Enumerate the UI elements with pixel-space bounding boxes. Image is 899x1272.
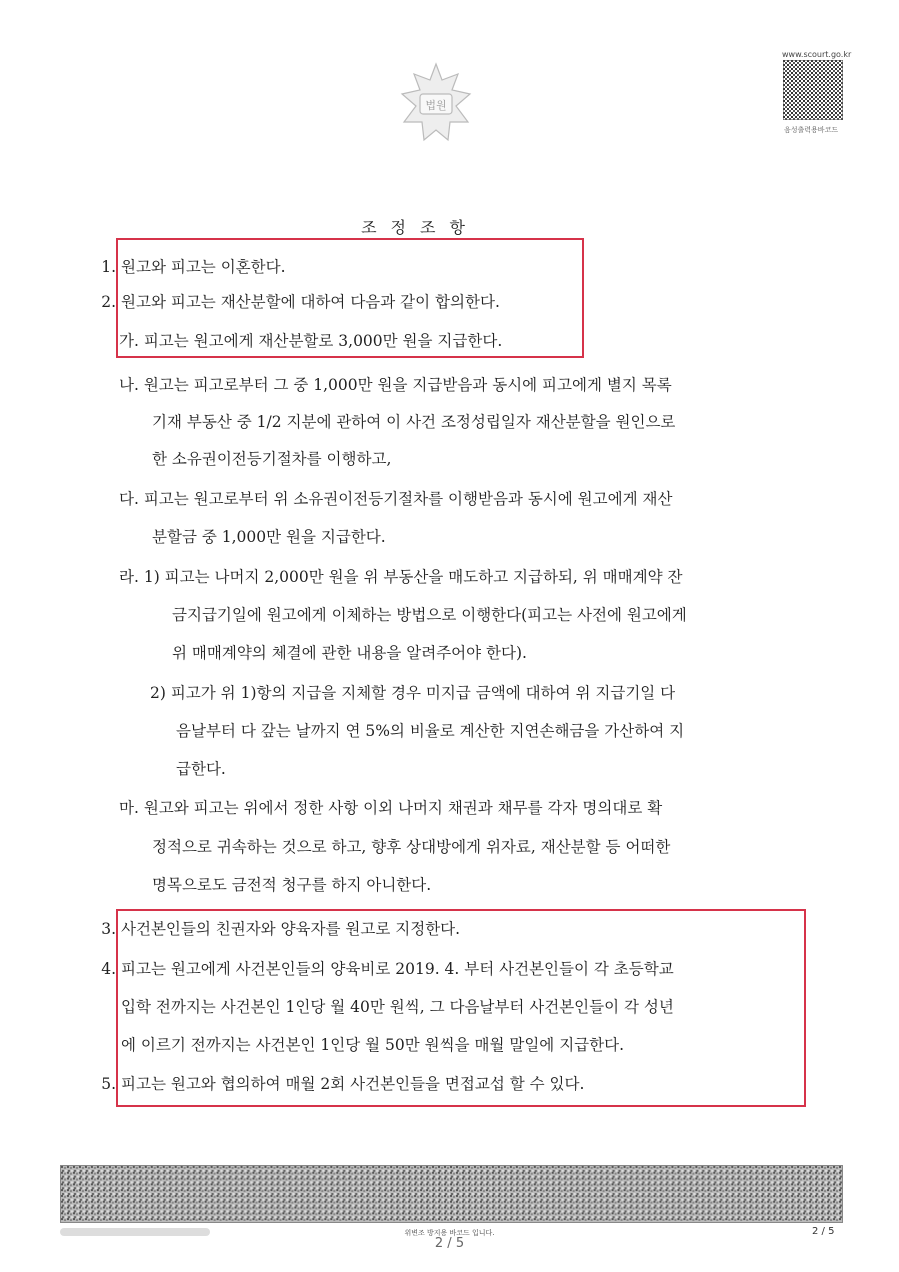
anti-forgery-barcode-icon — [60, 1165, 843, 1223]
item-text: 2) 피고가 위 1)항의 지급을 지체할 경우 미지급 금액에 대하여 위 지급기일 다 — [150, 684, 676, 702]
item-number: 1. — [101, 258, 116, 276]
item-number: 4. — [101, 960, 116, 978]
item-text: 명목으로도 금전적 청구를 하지 아니한다. — [152, 876, 432, 894]
item-text: 음날부터 다 갚는 날까지 연 5%의 비율로 계산한 지연손해금을 가산하여 지 — [176, 722, 685, 740]
highlight-box-top — [116, 238, 584, 358]
item-text: 가. 피고는 원고에게 재산분할로 3,000만 원을 지급한다. — [119, 332, 503, 350]
item-number: 3. — [101, 920, 116, 938]
item-text: 사건본인들의 친권자와 양육자를 원고로 지정한다. — [121, 920, 461, 938]
highlight-box-bottom — [116, 909, 806, 1107]
item-text: 에 이르기 전까지는 사건본인 1인당 월 50만 원씩을 매월 말일에 지급한다. — [121, 1036, 625, 1054]
qr-url: www.scourt.go.kr — [782, 50, 852, 59]
item-text: 피고는 원고와 협의하여 매월 2회 사건본인들을 면접교섭 할 수 있다. — [121, 1075, 585, 1093]
footer-barcode-note: 위변조 방지용 바코드 입니다. — [404, 1229, 495, 1237]
item-text: 금지급기일에 원고에게 이체하는 방법으로 이행한다(피고는 사전에 원고에게 — [172, 606, 687, 624]
item-text: 원고와 피고는 이혼한다. — [121, 258, 286, 276]
item-text: 원고와 피고는 재산분할에 대하여 다음과 같이 합의한다. — [121, 293, 500, 311]
item-text: 급한다. — [176, 760, 226, 778]
item-text: 다. 피고는 원고로부터 위 소유권이전등기절차를 이행받음과 동시에 원고에게 재산 — [119, 490, 673, 508]
item-text: 한 소유권이전등기절차를 이행하고, — [152, 450, 392, 468]
item-text: 분할금 중 1,000만 원을 지급한다. — [152, 528, 386, 546]
item-number: 2. — [101, 293, 116, 311]
court-seal-icon — [398, 60, 474, 148]
document-title: 조정조항 — [361, 218, 479, 237]
item-text: 마. 원고와 피고는 위에서 정한 사항 이외 나머지 채권과 채무를 각자 명의대로 확 — [119, 799, 663, 817]
page-number-right: 2 / 5 — [812, 1226, 835, 1237]
item-text: 기재 부동산 중 1/2 지분에 관하여 이 사건 조정성립일자 재산분할을 원인으로 — [152, 413, 676, 431]
page-number-center: 2 / 5 — [434, 1236, 465, 1251]
item-text: 입학 전까지는 사건본인 1인당 월 40만 원씩, 그 다음날부터 사건본인들이 각 성년 — [121, 998, 674, 1016]
item-text: 나. 원고는 피고로부터 그 중 1,000만 원을 지급받음과 동시에 피고에게 별지 목록 — [119, 376, 672, 394]
item-text: 라. 1) 피고는 나머지 2,000만 원을 위 부동산을 매도하고 지급하되, 위 매매계약 잔 — [119, 568, 683, 586]
item-number: 5. — [101, 1075, 116, 1093]
item-text: 정적으로 귀속하는 것으로 하고, 향후 상대방에게 위자료, 재산분할 등 어떠한 — [152, 838, 671, 856]
qr-code-icon — [783, 60, 843, 120]
item-text: 피고는 원고에게 사건본인들의 양육비로 2019. 4. 부터 사건본인들이 각 초등학교 — [121, 960, 674, 978]
qr-caption: 음성출력용바코드 — [784, 126, 839, 134]
seal-text: 법원 — [425, 99, 447, 112]
item-text: 위 매매계약의 체결에 관한 내용을 알려주어야 한다). — [172, 644, 527, 662]
